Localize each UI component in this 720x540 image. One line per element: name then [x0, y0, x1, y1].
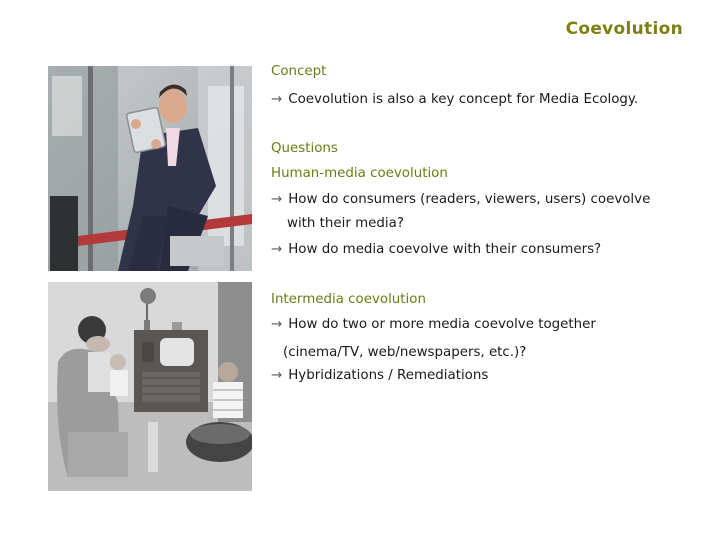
photo-man-with-tablet-icon	[48, 66, 252, 271]
arrow-right-icon: →	[271, 242, 283, 257]
concept-bullet-text: Coevolution is also a key concept for Media Ecology.	[288, 92, 639, 107]
concept-bullet	[271, 91, 638, 109]
questions-heading: Questions	[271, 141, 338, 156]
arrow-right-icon: →	[271, 92, 283, 107]
human-media-heading: Human-media coevolution	[271, 166, 448, 181]
hm-bullet-1-continuation: with their media?	[287, 216, 404, 231]
im-bullet-2	[271, 367, 488, 385]
im-bullet-1	[271, 316, 596, 334]
im-bullet-2-text: Hybridizations / Remediations	[288, 368, 489, 383]
im-bullet-1-continuation: (cinema/TV, web/newspapers, etc.)?	[283, 345, 527, 360]
arrow-right-icon: →	[271, 192, 283, 207]
hm-bullet-1	[271, 191, 650, 209]
hm-bullet-2-text: How do media coevolve with their consumers?	[288, 242, 602, 257]
hm-bullet-2	[271, 241, 601, 259]
intermedia-heading: Intermedia coevolution	[271, 292, 426, 307]
concept-heading: Concept	[271, 64, 327, 79]
slide-title: Coevolution	[565, 19, 683, 39]
photo-family-watching-tv-icon	[48, 282, 252, 491]
arrow-right-icon: →	[271, 368, 283, 383]
arrow-right-icon: →	[271, 317, 283, 332]
photo-family-watching-tv	[48, 282, 252, 491]
hm-bullet-1-text: How do consumers (readers, viewers, users) coevolve	[288, 192, 651, 207]
im-bullet-1-text: How do two or more media coevolve together	[288, 317, 596, 332]
photo-man-with-tablet	[48, 66, 252, 271]
